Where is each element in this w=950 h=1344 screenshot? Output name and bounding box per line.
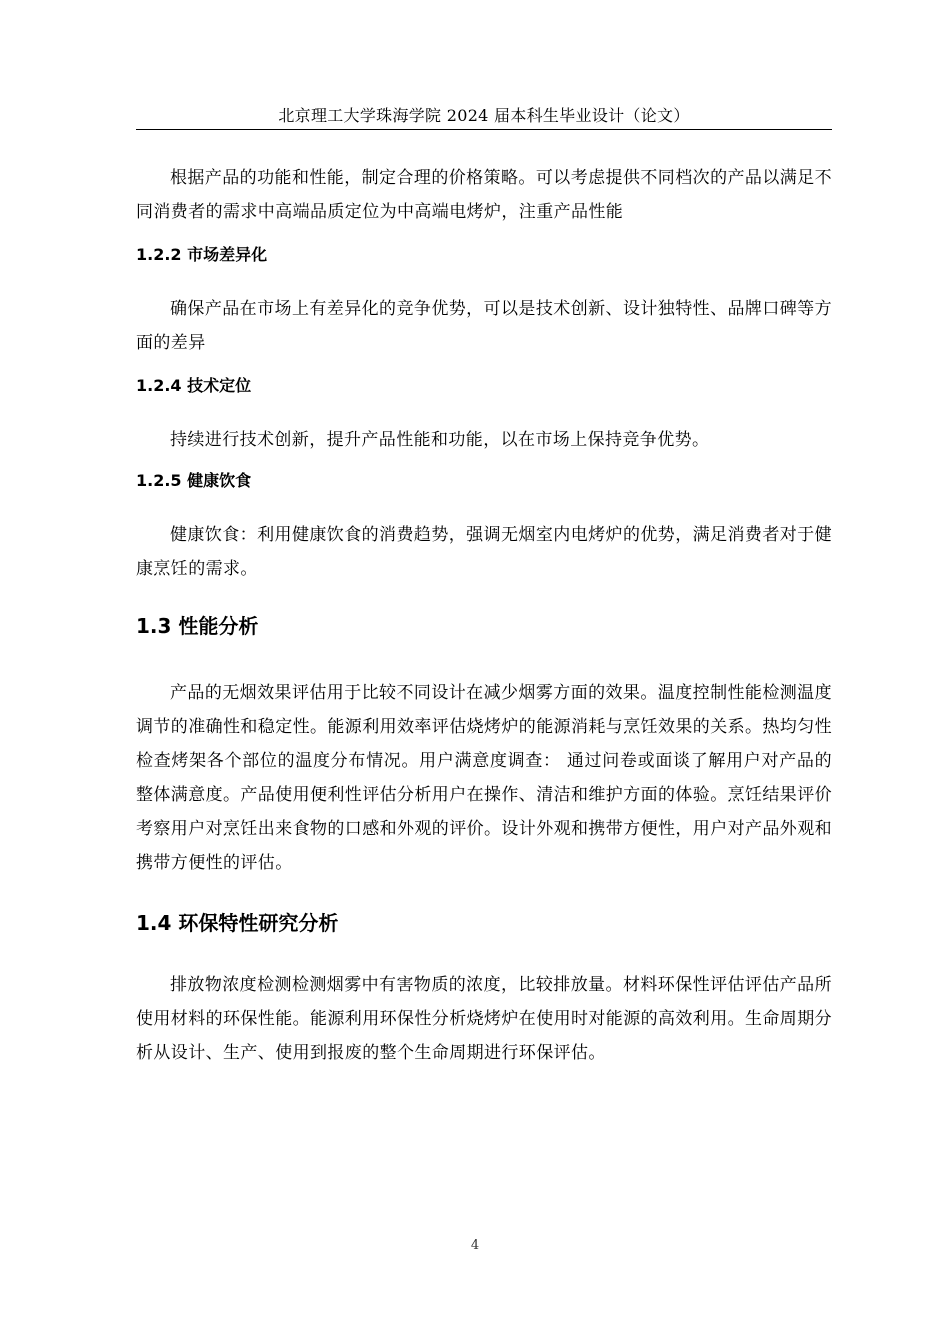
header-rule — [136, 129, 832, 130]
heading-1-2-5: 1.2.5 健康饮食 — [136, 471, 252, 490]
paragraph-environmental-analysis: 排放物浓度检测检测烟雾中有害物质的浓度，比较排放量。材料环保性评估评估产品所使用材料的环保性能。能源利用环保性分析烧烤炉在使用时对能源的高效利用。生命周期分析从设计、生产、使用到报废的整个生命周期进行环保评估。 — [136, 975, 832, 1063]
heading-1-4: 1.4 环保特性研究分析 — [136, 911, 339, 935]
paragraph-healthy-diet: 健康饮食：利用健康饮食的消费趋势，强调无烟室内电烤炉的优势，满足消费者对于健康烹饪的需求。 — [136, 525, 832, 579]
paragraph-market-differentiation: 确保产品在市场上有差异化的竞争优势，可以是技术创新、设计独特性、品牌口碑等方面的差异 — [136, 299, 832, 353]
page-header: 北京理工大学珠海学院 2024 届本科生毕业设计（论文） — [278, 106, 690, 125]
page-number: 4 — [470, 1238, 480, 1253]
paragraph-performance-analysis: 产品的无烟效果评估用于比较不同设计在减少烟雾方面的效果。温度控制性能检测温度调节的准确性和稳定性。能源利用效率评估烧烤炉的能源消耗与烹饪效果的关系。热均匀性检查烤架各个部位的温度分布情况。用户满意度调查： 通过问卷或面谈了解用户对产品的整体满意度。产品使用便利性评估分析用户在操作、清洁和维护方面的体验。烹饪结果评价考察用户对烹饪出来食物的口感和外观的评价。设计外观和携带方便性，用户对产品外观和携带方便性的评估。 — [136, 683, 832, 873]
heading-1-2-2: 1.2.2 市场差异化 — [136, 245, 268, 264]
paragraph-technical-positioning: 持续进行技术创新，提升产品性能和功能，以在市场上保持竞争优势。 — [170, 430, 710, 450]
heading-1-2-4: 1.2.4 技术定位 — [136, 376, 252, 395]
paragraph-pricing-strategy: 根据产品的功能和性能，制定合理的价格策略。可以考虑提供不同档次的产品以满足不同消费者的需求中高端品质定位为中高端电烤炉，注重产品性能 — [136, 168, 832, 222]
heading-1-3: 1.3 性能分析 — [136, 614, 259, 638]
